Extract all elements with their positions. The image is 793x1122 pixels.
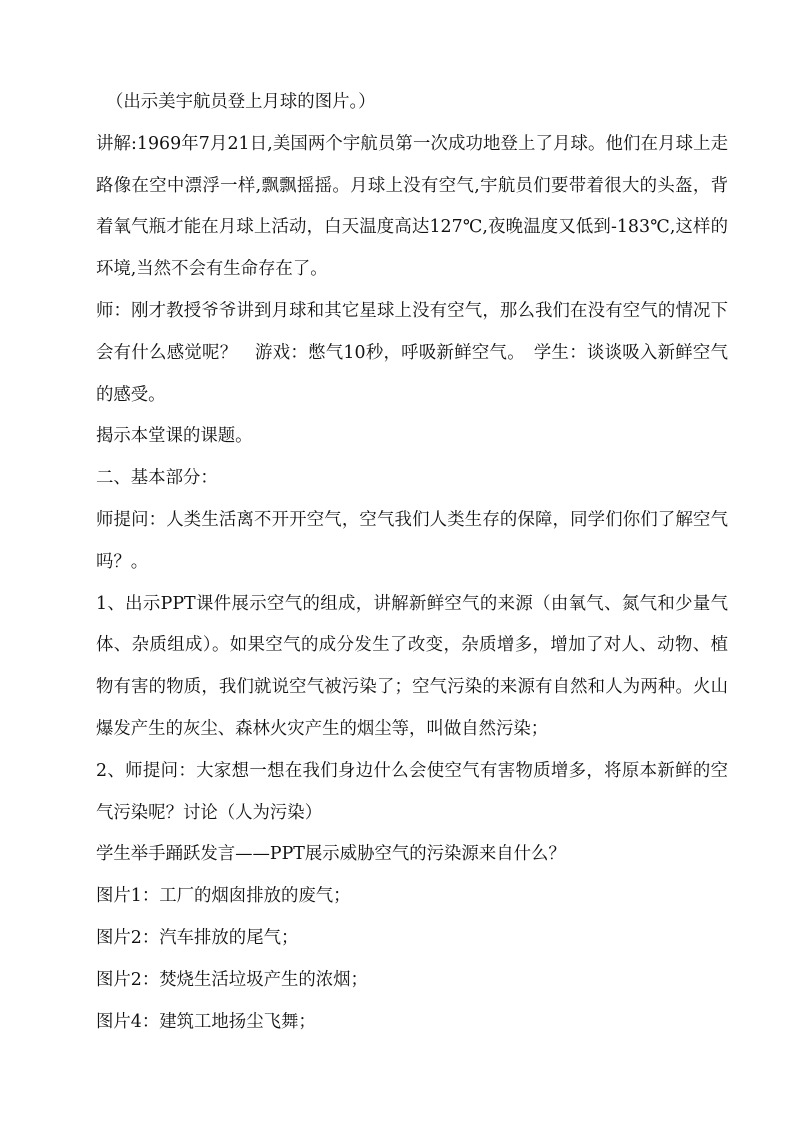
list-item-picture-3: 图片2：焚烧生活垃圾产生的浓烟；	[96, 969, 368, 990]
list-item-picture-4: 图片4：建筑工地扬尘飞舞；	[96, 1011, 316, 1032]
paragraph-student-discussion: 学生举手踊跃发言——PPT展示威胁空气的污染源来自什么？	[96, 844, 566, 865]
list-item-picture-2: 图片2：汽车排放的尾气；	[96, 927, 299, 948]
paragraph-lesson-topic: 揭示本堂课的课题。	[96, 426, 253, 447]
paragraph-teacher-question: 师提问：人类生活离不开开空气，空气我们人类生存的保障，同学们你们了解空气吗？。	[96, 509, 728, 572]
paragraph-teacher-game: 师：刚才教授爷爷讲到月球和其它星球上没有空气，那么我们在没有空气的情况下会有什么感觉呢？ 游戏：憋气10秒，呼吸新鲜空气。 学生：谈谈吸入新鲜空气的感受。	[96, 300, 728, 405]
section-heading-basic: 二、基本部分：	[96, 468, 218, 489]
list-item-picture-1: 图片1：工厂的烟囱排放的废气；	[96, 886, 351, 907]
document-body	[96, 82, 728, 1043]
paragraph-point-1: 1、出示PPT课件展示空气的组成，讲解新鲜空气的来源（由氧气、氮气和少量气体、杂质组成）。如果空气的成分发生了改变，杂质增多，增加了对人、动物、植物有害的物质，我们就说空气被污染了；空气污染的来源有自然和人为两种。火山爆发产生的灰尘、森林火灾产生的烟尘等，叫做自然污染；	[96, 593, 728, 739]
paragraph-point-2: 2、师提问：大家想一想在我们身边什么会使空气有害物质增多，将原本新鲜的空气污染呢？讨论（人为污染）	[96, 760, 728, 823]
paragraph-explanation: 讲解:1969年7月21日,美国两个宇航员第一次成功地登上了月球。他们在月球上走路像在空中漂浮一样,飘飘摇摇。月球上没有空气,宇航员们要带着很大的头盔，背着氧气瓶才能在月球上活动，白天温度高达127℃,夜晚温度又低到-183℃,这样的环境,当然不会有生命存在了。	[96, 133, 728, 280]
paragraph-image-note: （出示美宇航员登上月球的图片。）	[106, 92, 376, 112]
